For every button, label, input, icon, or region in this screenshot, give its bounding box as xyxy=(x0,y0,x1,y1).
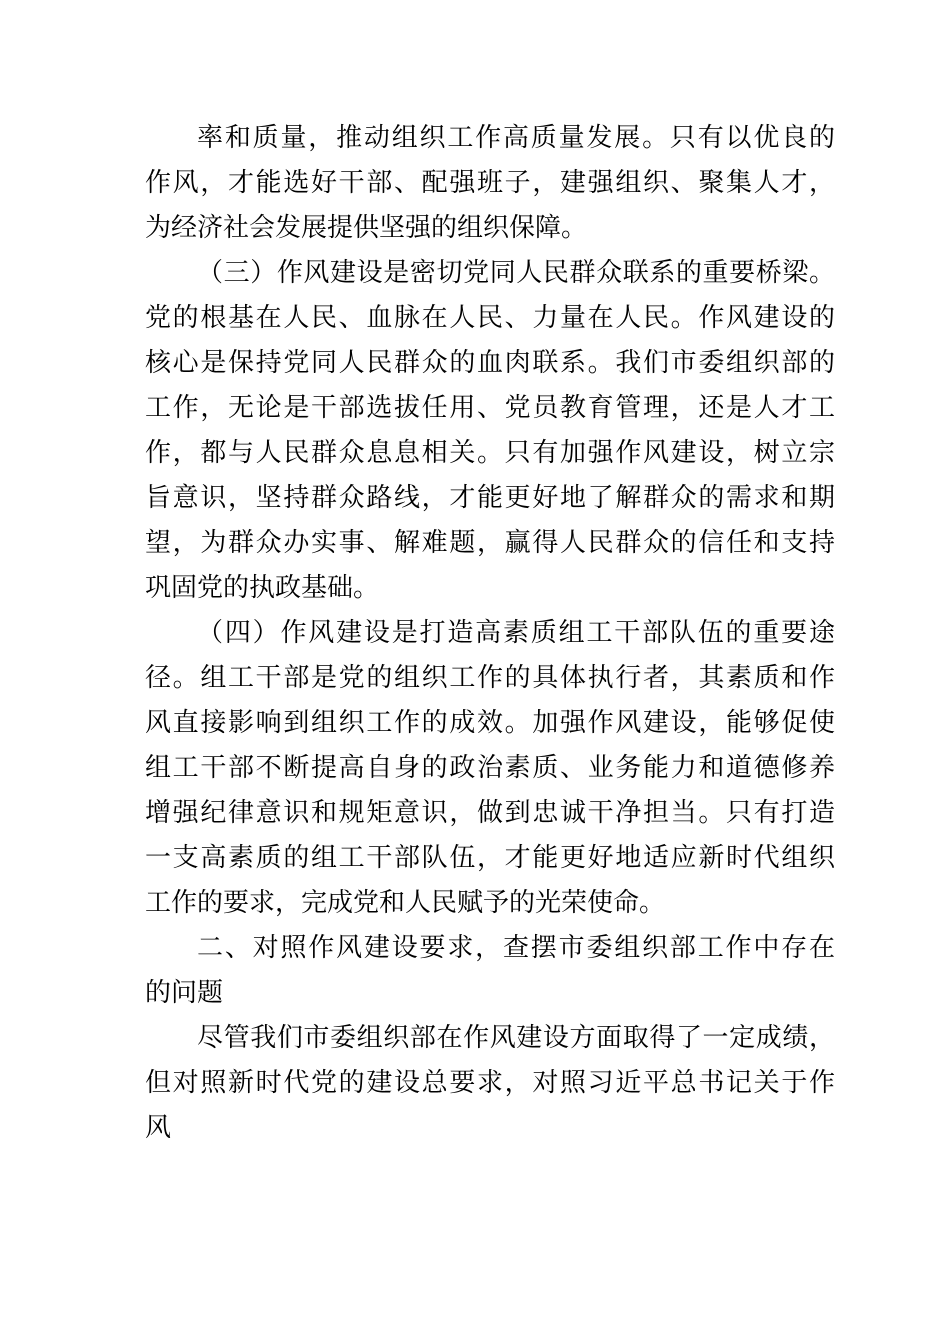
text-line: 尽管我们市委组织部在作风建设方面取得了一定成绩， xyxy=(197,1023,835,1053)
section-heading-line: 二、对照作风建设要求，查摆市委组织部工作中存在 xyxy=(197,933,835,963)
text-line: 一支高素质的组工干部队伍，才能更好地适应新时代组织 xyxy=(145,843,835,873)
text-line: 风直接影响到组织工作的成效。加强作风建设，能够促使 xyxy=(145,708,835,738)
section-heading-line: 的问题 xyxy=(145,978,224,1008)
text-line: 但对照新时代党的建设总要求，对照习近平总书记关于作 xyxy=(145,1068,835,1098)
body-text xyxy=(145,116,835,1151)
text-line: 率和质量，推动组织工作高质量发展。只有以优良的 xyxy=(197,123,835,153)
text-line: 作，都与人民群众息息相关。只有加强作风建设，树立宗 xyxy=(145,438,835,468)
text-line: 组工干部不断提高自身的政治素质、业务能力和道德修养 xyxy=(145,753,835,783)
text-line: （四）作风建设是打造高素质组工干部队伍的重要途 xyxy=(197,618,835,648)
text-line: 核心是保持党同人民群众的血肉联系。我们市委组织部的 xyxy=(145,348,835,378)
text-line: 为经济社会发展提供坚强的组织保障。 xyxy=(145,213,588,243)
text-line: 工作，无论是干部选拔任用、党员教育管理，还是人才工 xyxy=(145,393,835,423)
text-line: 旨意识，坚持群众路线，才能更好地了解群众的需求和期 xyxy=(145,483,835,513)
text-line: 增强纪律意识和规矩意识，做到忠诚干净担当。只有打造 xyxy=(145,798,835,828)
text-line: 作风，才能选好干部、配强班子，建强组织、聚集人才， xyxy=(145,168,835,198)
text-line: （三）作风建设是密切党同人民群众联系的重要桥梁。 xyxy=(197,258,835,288)
text-line: 望，为群众办实事、解难题，赢得人民群众的信任和支持 xyxy=(145,528,835,558)
text-line: 巩固党的执政基础。 xyxy=(145,573,380,603)
text-line: 工作的要求，完成党和人民赋予的光荣使命。 xyxy=(145,888,666,918)
text-line: 风 xyxy=(145,1113,172,1143)
text-line: 径。组工干部是党的组织工作的具体执行者，其素质和作 xyxy=(145,663,835,693)
text-line: 党的根基在人民、血脉在人民、力量在人民。作风建设的 xyxy=(145,303,835,333)
